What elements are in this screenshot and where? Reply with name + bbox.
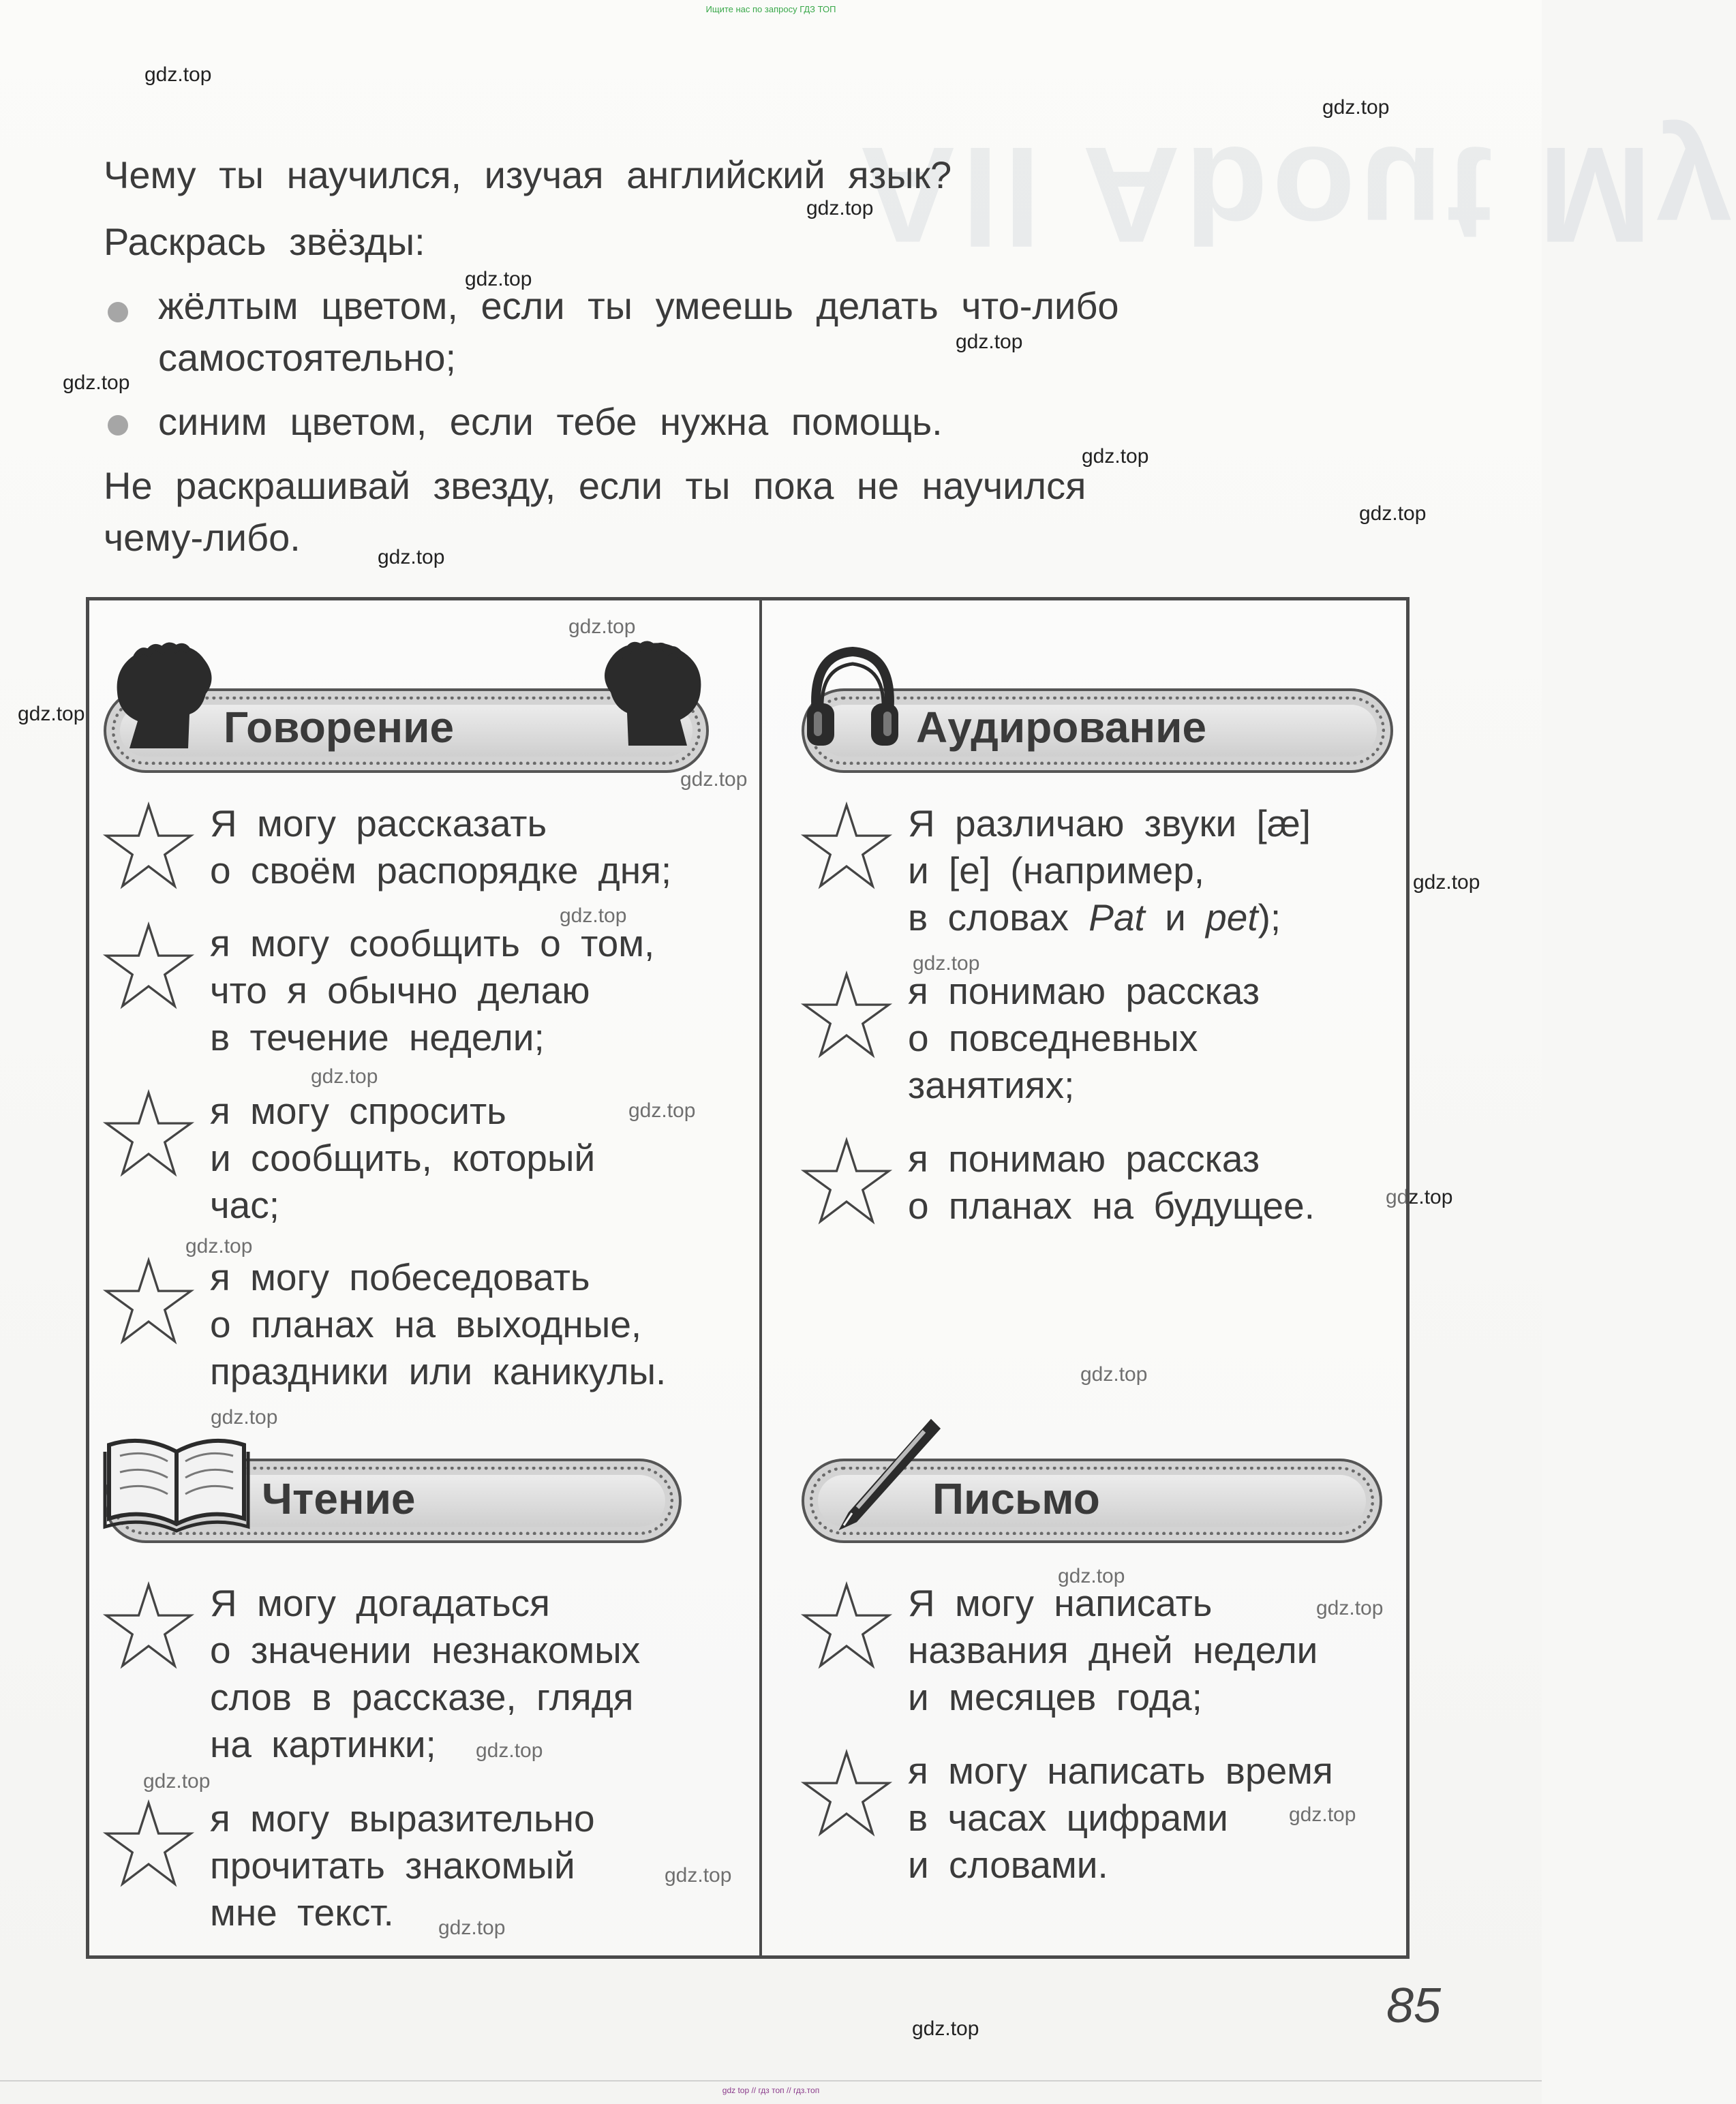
speaking-item-3 [210, 1088, 595, 1229]
intro-note-line2: чему-либо. [104, 516, 301, 559]
text-line: я могу побеседовать [210, 1256, 590, 1298]
reading-item-1 [210, 1580, 640, 1768]
star-icon[interactable] [104, 921, 194, 1011]
text-line: о планах на будущее. [908, 1185, 1315, 1227]
watermark: gdz.top [311, 1065, 378, 1088]
watermark: gdz.top [1386, 1186, 1453, 1208]
bullet-yellow [104, 280, 1303, 384]
column-divider [759, 597, 762, 1959]
watermark: gdz.top [378, 546, 445, 568]
watermark: gdz.top [211, 1406, 278, 1429]
watermark: gdz.top [1359, 502, 1427, 525]
section-title-writing: Письмо [932, 1474, 1100, 1523]
intro-question: Чему ты научился, изучая английский язык? [104, 153, 952, 196]
watermark: gdz.top [18, 703, 85, 725]
watermark: gdz.top [1289, 1803, 1356, 1826]
text-line: и сообщить, который [210, 1137, 596, 1179]
star-icon[interactable] [802, 1137, 892, 1227]
text-line: Я могу написать [908, 1582, 1213, 1624]
text-line: Я различаю звуки [æ] [908, 802, 1311, 844]
text-line: названия дней недели [908, 1629, 1318, 1671]
example-word-pet: pet [1206, 896, 1258, 939]
text-line: час; [210, 1184, 280, 1226]
intro-text [104, 147, 1303, 564]
text-line: и [e] (например, [908, 849, 1205, 891]
writing-item-2 [908, 1748, 1333, 1889]
text-line: о повседневных [908, 1017, 1198, 1059]
open-book-icon [102, 1431, 251, 1534]
text-line: и месяцев года; [908, 1676, 1202, 1718]
watermark: gdz.top [568, 615, 636, 638]
text-line: о значении незнакомых [210, 1629, 641, 1671]
listening-item-3 [908, 1135, 1315, 1230]
writing-item-1 [908, 1580, 1318, 1721]
speaking-item-2 [210, 920, 654, 1061]
watermark: gdz.top [63, 371, 130, 394]
text-line: и словами. [908, 1844, 1108, 1886]
watermark: gdz.top [1413, 871, 1480, 894]
speaking-item-4 [210, 1254, 666, 1395]
watermark: gdz.top [1082, 445, 1149, 468]
watermark: gdz.top [628, 1099, 696, 1122]
watermark: gdz.top [560, 904, 627, 927]
text-line: в течение недели; [210, 1016, 545, 1058]
text-line: праздники или каникулы. [210, 1350, 667, 1392]
text-line: Я могу рассказать [210, 802, 547, 844]
footer-note: gdz top // гдз топ // гдз.топ [722, 2086, 820, 2095]
intro-note [104, 460, 1303, 564]
text-line: я могу написать время [908, 1750, 1333, 1792]
watermark: gdz.top [913, 952, 980, 975]
watermark: gdz.top [476, 1739, 543, 1762]
speaking-item-1 [210, 800, 671, 894]
intro-instruction: Раскрась звёзды: [104, 220, 425, 263]
star-icon[interactable] [802, 1581, 892, 1671]
section-title-reading: Чтение [262, 1474, 416, 1523]
watermark: gdz.top [465, 268, 532, 290]
text-fragment: ); [1258, 896, 1281, 939]
text-line: я могу выразительно [210, 1797, 595, 1840]
text-line: я могу сообщить о том, [210, 922, 655, 964]
bullet-yellow-line2: самостоятельно; [158, 336, 457, 379]
watermark: gdz.top [912, 2017, 979, 2040]
text-fragment: и [1144, 896, 1206, 939]
text-line: мне текст. [210, 1891, 394, 1934]
text-line: в часах цифрами [908, 1797, 1228, 1839]
star-icon[interactable] [802, 971, 892, 1061]
watermark: gdz.top [438, 1917, 506, 1939]
page-number: 85 [1386, 1979, 1442, 2033]
pen-icon [822, 1411, 945, 1534]
watermark: gdz.top [1322, 96, 1390, 119]
section-title-speaking: Говорение [224, 703, 455, 752]
watermark: gdz.top [143, 1770, 211, 1793]
watermark: gdz.top [956, 331, 1023, 353]
show-through-text: All About My [859, 119, 1736, 271]
text-line: Я могу догадаться [210, 1582, 550, 1624]
bullet-yellow-line1: жёлтым цветом, если ты умеешь делать что-либо [158, 284, 1119, 327]
head-silhouette-icon [102, 639, 218, 752]
bullet-blue: синим цветом, если тебе нужна помощь. [104, 393, 1303, 451]
text-line: о планах на выходные, [210, 1303, 642, 1345]
watermark: gdz.top [1058, 1565, 1125, 1587]
watermark: gdz.top [185, 1235, 253, 1257]
star-icon[interactable] [104, 1581, 194, 1671]
section-title-listening: Аудирование [916, 703, 1207, 752]
text-line: на картинки; [210, 1723, 436, 1765]
listening-item-2 [908, 968, 1260, 1109]
star-icon[interactable] [104, 1799, 194, 1889]
headphones-icon [802, 641, 904, 750]
star-icon[interactable] [802, 1749, 892, 1839]
text-line: я могу спросить [210, 1090, 506, 1132]
text-line: что я обычно делаю [210, 969, 590, 1011]
text-fragment: в словах [908, 896, 1089, 939]
listening-item-1 [908, 800, 1311, 941]
watermark: gdz.top [1080, 1363, 1148, 1386]
text-line: прочитать знакомый [210, 1844, 575, 1887]
reading-item-2 [210, 1795, 595, 1936]
star-icon[interactable] [802, 802, 892, 891]
watermark: gdz.top [144, 63, 212, 86]
text-line: слов в рассказе, глядя [210, 1676, 634, 1718]
text-line: занятиях; [908, 1064, 1075, 1106]
star-icon[interactable] [104, 1257, 194, 1347]
watermark: gdz.top [680, 768, 748, 791]
text-line [908, 894, 1311, 941]
watermark: gdz.top [665, 1864, 732, 1887]
star-icon[interactable] [104, 802, 194, 891]
text-line: о своём распорядке дня; [210, 849, 672, 891]
star-icon[interactable] [104, 1089, 194, 1179]
example-word-pat: Pat [1088, 896, 1145, 939]
intro-note-line1: Не раскрашивай звезду, если ты пока не научился [104, 464, 1086, 507]
watermark: gdz.top [1316, 1597, 1384, 1619]
watermark: gdz.top [806, 197, 874, 219]
text-line: я понимаю рассказ [908, 970, 1260, 1012]
text-line: я понимаю рассказ [908, 1138, 1260, 1180]
header-note: Ищите нас по запросу ГДЗ ТОП [705, 4, 836, 14]
head-silhouette-icon [585, 637, 714, 749]
footer-divider [0, 2080, 1542, 2082]
